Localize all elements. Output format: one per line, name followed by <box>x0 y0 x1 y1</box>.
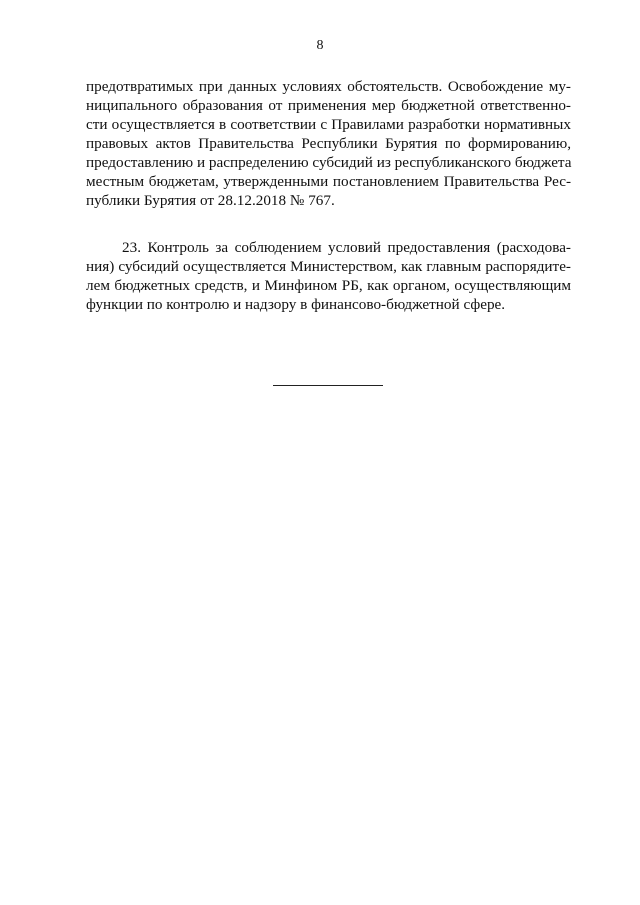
paragraph-line: ниципального образования от применения мер бюджетной ответственно- <box>86 97 571 114</box>
paragraph-line: предотвратимых при данных условиях обстоятельств. Освобождение му- <box>86 78 571 95</box>
paragraph-line: правовых актов Правительства Республики Бурятия по формированию, <box>86 135 571 152</box>
paragraph-line: публики Бурятия от 28.12.2018 № 767. <box>86 192 335 209</box>
paragraph-23 <box>86 238 571 314</box>
paragraph-line: предоставлению и распределению субсидий из республиканского бюджета <box>86 154 572 171</box>
paragraph-line: 23. Контроль за соблюдением условий предоставления (расходова- <box>122 239 571 256</box>
page-number: 8 <box>316 38 324 53</box>
paragraph-line: местным бюджетам, утвержденными постановлением Правительства Рес- <box>86 173 571 190</box>
paragraph-line: функции по контролю и надзору в финансово-бюджетной сфере. <box>86 296 506 313</box>
paragraph-line: лем бюджетных средств, и Минфином РБ, как органом, осуществляющим <box>86 277 571 294</box>
paragraph-line: сти осуществляется в соответствии с Правилами разработки нормативных <box>86 116 571 133</box>
end-divider <box>273 385 383 386</box>
paragraph-continuation <box>86 77 571 210</box>
paragraph-line: ния) субсидий осуществляется Министерством, как главным распорядите- <box>86 258 571 275</box>
